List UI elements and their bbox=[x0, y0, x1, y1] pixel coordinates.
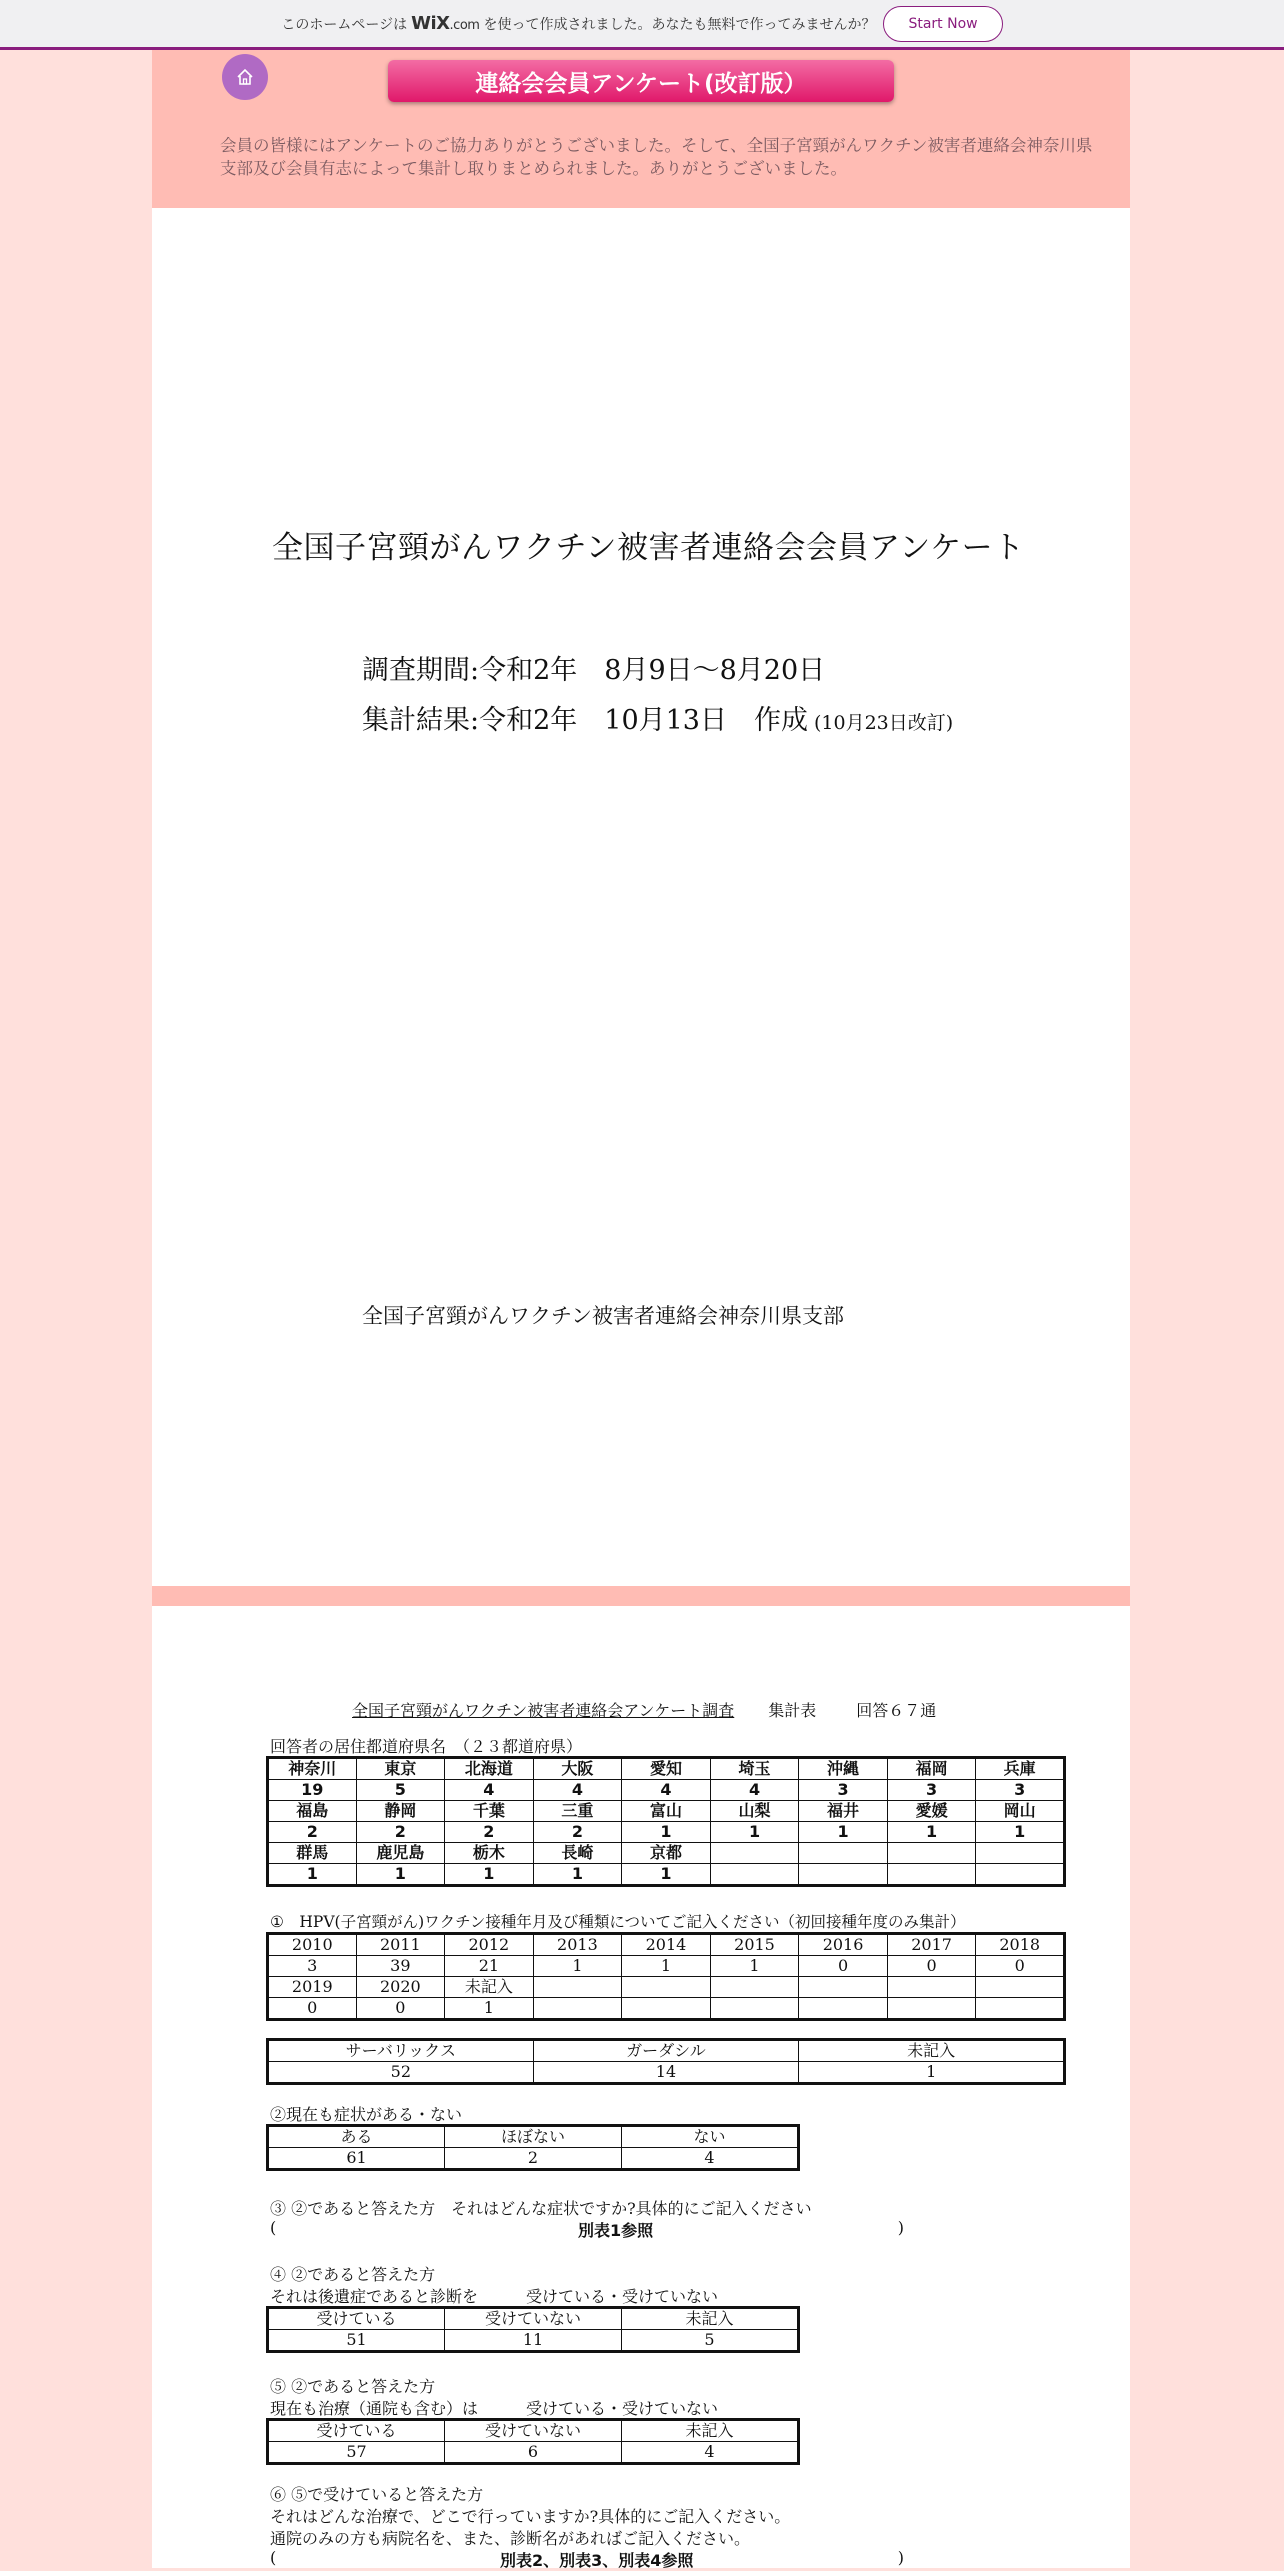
table-cell: 未記入 bbox=[622, 2420, 799, 2442]
table-cell: 2 bbox=[445, 2148, 622, 2170]
table-cell: サーバリックス bbox=[268, 2040, 534, 2062]
banner-text-before: このホームページは bbox=[281, 16, 408, 33]
table-cell: 1 bbox=[268, 1864, 357, 1886]
table-cell: 2 bbox=[533, 1822, 622, 1843]
table-cell: 京都 bbox=[622, 1843, 711, 1864]
table-cell: 19 bbox=[268, 1780, 357, 1801]
table-cell: 4 bbox=[445, 1780, 534, 1801]
table-cell: 未記入 bbox=[622, 2308, 799, 2330]
table-cell: 1 bbox=[445, 1864, 534, 1886]
table-row bbox=[268, 2040, 1065, 2062]
table-cell: 2013 bbox=[533, 1934, 622, 1956]
table-cell: 福島 bbox=[268, 1801, 357, 1822]
table-cell: ない bbox=[622, 2126, 799, 2148]
table-cell: 兵庫 bbox=[976, 1758, 1065, 1780]
table-cell: 3 bbox=[976, 1780, 1065, 1801]
table-row bbox=[268, 1801, 1065, 1822]
table-cell: 1 bbox=[622, 1956, 711, 1977]
table-cell bbox=[976, 1977, 1065, 1998]
q5-table bbox=[266, 2418, 800, 2465]
table-cell: 4 bbox=[710, 1780, 799, 1801]
table-row bbox=[268, 2126, 799, 2148]
table-cell: 三重 bbox=[533, 1801, 622, 1822]
table-cell: 5 bbox=[356, 1780, 445, 1801]
wix-logo[interactable]: WiX.com bbox=[411, 13, 480, 34]
cover-page bbox=[152, 208, 1130, 1586]
vaccine-type-table bbox=[266, 2038, 1066, 2085]
table-row bbox=[268, 2148, 799, 2170]
table-row bbox=[268, 1934, 1065, 1956]
q6-label: ⑥ ⑤で受けていると答えた方 bbox=[270, 2485, 484, 2504]
table-cell bbox=[710, 1998, 799, 2020]
table-cell: 1 bbox=[622, 1864, 711, 1886]
table-cell bbox=[622, 1998, 711, 2020]
table-cell: 4 bbox=[622, 2148, 799, 2170]
table-cell: 4 bbox=[533, 1780, 622, 1801]
table-cell bbox=[799, 1977, 888, 1998]
table-cell: 2020 bbox=[356, 1977, 445, 1998]
table-cell: 長崎 bbox=[533, 1843, 622, 1864]
survey-heading: 全国子宮頸がんワクチン被害者連絡会アンケート調査 集計表 回答６７通 bbox=[352, 1701, 937, 1720]
table-cell bbox=[976, 1843, 1065, 1864]
table-cell: 57 bbox=[268, 2442, 445, 2464]
table-cell: 5 bbox=[622, 2330, 799, 2352]
table-cell: 2016 bbox=[799, 1934, 888, 1956]
prefecture-table bbox=[266, 1756, 1066, 1887]
q3-ref: 別表1参照 bbox=[578, 2221, 654, 2240]
table-cell: ほぼない bbox=[445, 2126, 622, 2148]
q6-answer: ( 別表2、別表3、別表4参照 ) bbox=[270, 2548, 904, 2570]
q5-sub: 現在も治療（通院も含む）は 受けている・受けていない bbox=[270, 2399, 719, 2418]
q6-sub1: それはどんな治療で、どこで行っていますか?具体的にご記入ください。 bbox=[270, 2507, 791, 2526]
table-cell: 神奈川 bbox=[268, 1758, 357, 1780]
table-cell: 14 bbox=[533, 2062, 799, 2084]
q4-table bbox=[266, 2306, 800, 2353]
revision-note: (10月23日改訂) bbox=[814, 712, 954, 734]
table-row bbox=[268, 1956, 1065, 1977]
table-cell: 0 bbox=[976, 1956, 1065, 1977]
table-cell: 3 bbox=[887, 1780, 976, 1801]
table-cell: 2 bbox=[356, 1822, 445, 1843]
table-cell: 受けていない bbox=[445, 2420, 622, 2442]
table-row bbox=[268, 2062, 1065, 2084]
home-icon bbox=[235, 67, 255, 87]
table-cell: 愛知 bbox=[622, 1758, 711, 1780]
q3-label: ③ ②であると答えた方 それはどんな症状ですか?具体的にご記入ください bbox=[270, 2199, 812, 2218]
table-cell: 未記入 bbox=[799, 2040, 1065, 2062]
table-row bbox=[268, 1998, 1065, 2020]
table-cell: 1 bbox=[799, 1822, 888, 1843]
table-cell: 0 bbox=[268, 1998, 357, 2020]
start-now-button[interactable]: Start Now bbox=[883, 6, 1002, 42]
table-cell: 2017 bbox=[887, 1934, 976, 1956]
table-cell: ガーダシル bbox=[533, 2040, 799, 2062]
table-cell bbox=[887, 1864, 976, 1886]
table-row bbox=[268, 1780, 1065, 1801]
table-cell: 11 bbox=[445, 2330, 622, 2352]
table-row bbox=[268, 2330, 799, 2352]
table-cell: 富山 bbox=[622, 1801, 711, 1822]
table-cell: 栃木 bbox=[445, 1843, 534, 1864]
q2-label: ②現在も症状がある・ない bbox=[270, 2105, 463, 2124]
table-cell: 4 bbox=[622, 2442, 799, 2464]
table-cell: ある bbox=[268, 2126, 445, 2148]
table-row bbox=[268, 1864, 1065, 1886]
table-cell bbox=[976, 1864, 1065, 1886]
table-cell bbox=[533, 1998, 622, 2020]
table-row bbox=[268, 2442, 799, 2464]
table-cell: 39 bbox=[356, 1956, 445, 1977]
q1-label: ① HPV(子宮頸がん)ワクチン接種年月及び種類についてご記入ください（初回接種年度のみ集計） bbox=[270, 1913, 966, 1931]
table-cell: 6 bbox=[445, 2442, 622, 2464]
table-cell bbox=[887, 1998, 976, 2020]
table-cell: 2019 bbox=[268, 1977, 357, 1998]
table-cell: 3 bbox=[268, 1956, 357, 1977]
table-cell: 61 bbox=[268, 2148, 445, 2170]
table-cell bbox=[622, 1977, 711, 1998]
table-cell: 山梨 bbox=[710, 1801, 799, 1822]
table-cell: 1 bbox=[710, 1822, 799, 1843]
table-cell: 群馬 bbox=[268, 1843, 357, 1864]
result-date: 集計結果:令和2年 10月13日 作成 (10月23日改訂) bbox=[362, 705, 954, 736]
table-cell: 埼玉 bbox=[710, 1758, 799, 1780]
table-cell: 2015 bbox=[710, 1934, 799, 1956]
q2-table bbox=[266, 2124, 800, 2171]
table-cell: 0 bbox=[799, 1956, 888, 1977]
table-cell bbox=[887, 1843, 976, 1864]
table-cell: 52 bbox=[268, 2062, 534, 2084]
survey-page bbox=[152, 1606, 1130, 2568]
table-cell: 福井 bbox=[799, 1801, 888, 1822]
table-cell: 受けていない bbox=[445, 2308, 622, 2330]
q4-label: ④ ②であると答えた方 bbox=[270, 2265, 436, 2284]
table-cell: 受けている bbox=[268, 2308, 445, 2330]
vaccination-year-table bbox=[266, 1932, 1066, 2021]
prefecture-label: 回答者の居住都道府県名 （２３都道府県） bbox=[270, 1737, 583, 1756]
table-cell bbox=[710, 1977, 799, 1998]
table-cell: 1 bbox=[976, 1822, 1065, 1843]
table-cell: 1 bbox=[799, 2062, 1065, 2084]
table-cell: 4 bbox=[622, 1780, 711, 1801]
table-cell: 鹿児島 bbox=[356, 1843, 445, 1864]
q4-sub: それは後遺症であると診断を 受けている・受けていない bbox=[270, 2287, 719, 2306]
table-cell: 0 bbox=[356, 1998, 445, 2020]
cover-title: 全国子宮頸がんワクチン被害者連絡会会員アンケート bbox=[272, 530, 1025, 566]
home-button[interactable] bbox=[222, 54, 268, 100]
table-cell: 2011 bbox=[356, 1934, 445, 1956]
table-cell bbox=[710, 1843, 799, 1864]
table-cell: 北海道 bbox=[445, 1758, 534, 1780]
q5-label: ⑤ ②であると答えた方 bbox=[270, 2377, 436, 2396]
table-cell: 1 bbox=[887, 1822, 976, 1843]
table-cell: 1 bbox=[622, 1822, 711, 1843]
table-cell: 2018 bbox=[976, 1934, 1065, 1956]
table-row bbox=[268, 2308, 799, 2330]
table-cell: 福岡 bbox=[887, 1758, 976, 1780]
table-row bbox=[268, 1843, 1065, 1864]
table-cell: 愛媛 bbox=[887, 1801, 976, 1822]
table-cell bbox=[533, 1977, 622, 1998]
table-row bbox=[268, 2420, 799, 2442]
table-cell: 2 bbox=[445, 1822, 534, 1843]
table-cell: 2010 bbox=[268, 1934, 357, 1956]
q6-sub2: 通院のみの方も病院名を、また、診断名があればご記入ください。 bbox=[270, 2529, 751, 2548]
table-cell: 千葉 bbox=[445, 1801, 534, 1822]
table-cell: 1 bbox=[445, 1998, 534, 2020]
page-title-button[interactable]: 連絡会会員アンケート(改訂版） bbox=[388, 60, 894, 102]
table-cell: 2014 bbox=[622, 1934, 711, 1956]
table-cell: 受けている bbox=[268, 2420, 445, 2442]
table-cell: 1 bbox=[533, 1864, 622, 1886]
cover-footer: 全国子宮頸がんワクチン被害者連絡会神奈川県支部 bbox=[362, 1304, 844, 1328]
table-cell: 51 bbox=[268, 2330, 445, 2352]
table-cell: 21 bbox=[445, 1956, 534, 1977]
table-cell: 静岡 bbox=[356, 1801, 445, 1822]
table-cell: 沖縄 bbox=[799, 1758, 888, 1780]
survey-period: 調査期間:令和2年 8月9日～8月20日 bbox=[362, 655, 826, 686]
table-cell: 岡山 bbox=[976, 1801, 1065, 1822]
table-cell bbox=[976, 1998, 1065, 2020]
table-cell: 1 bbox=[710, 1956, 799, 1977]
intro-text: 会員の皆様にはアンケートのご協力ありがとうございました。そして、全国子宮頸がんワクチン被害者連絡会神奈川県支部及び会員有志によって集計し取りまとめられました。ありがとうございました。 bbox=[220, 136, 1093, 178]
table-cell bbox=[710, 1864, 799, 1886]
table-row bbox=[268, 1758, 1065, 1780]
table-cell: 3 bbox=[799, 1780, 888, 1801]
table-row bbox=[268, 1977, 1065, 1998]
table-cell bbox=[887, 1977, 976, 1998]
q3-answer: ( 別表1参照 ) bbox=[270, 2218, 904, 2240]
page-divider bbox=[152, 1586, 1130, 1606]
wix-banner bbox=[0, 0, 1284, 50]
table-cell: 大阪 bbox=[533, 1758, 622, 1780]
table-cell bbox=[799, 1998, 888, 2020]
table-cell bbox=[799, 1843, 888, 1864]
table-cell: 東京 bbox=[356, 1758, 445, 1780]
table-row bbox=[268, 1822, 1065, 1843]
table-cell: 2012 bbox=[445, 1934, 534, 1956]
q6-ref: 別表2、別表3、別表4参照 bbox=[500, 2551, 694, 2570]
table-cell: 2 bbox=[268, 1822, 357, 1843]
table-cell bbox=[799, 1864, 888, 1886]
header-strip bbox=[152, 50, 1130, 208]
table-cell: 0 bbox=[887, 1956, 976, 1977]
table-cell: 未記入 bbox=[445, 1977, 534, 1998]
banner-text-after: を使って作成されました。あなたも無料で作ってみませんか？ bbox=[483, 16, 876, 33]
table-cell: 1 bbox=[533, 1956, 622, 1977]
table-cell: 1 bbox=[356, 1864, 445, 1886]
